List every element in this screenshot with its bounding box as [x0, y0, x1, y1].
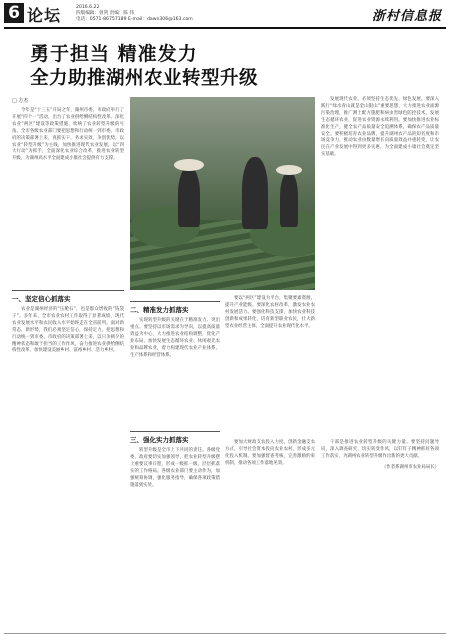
right-column-text: 发展现代农业，必须坚持生态优先、绿色发展。要深入践行“绿水青山就是金山银山”重要思想，大力推进农业面源污染治理，推广测土配方施肥和病虫害绿色防控技术，发展生态循环农业，促进农业资源永续利用。要加快推进农业标准化生产，健全农产品质量安全追溯体系，确保农产品质量安全。要积极培育农业品牌，提升湖州农产品的知名度和市场竞争力，推动农业由数量增长向质量效益并重转变，让农民在产业发展中得到更多实惠，为全面建成小康社会奠定坚实基础。	[321, 97, 439, 158]
editorial-line: 四版编辑：曾剑 责编：陈 伟	[76, 11, 135, 16]
author-note: （作者系湖州市农业局局长）	[381, 464, 439, 470]
person-figure	[280, 172, 298, 227]
page-header	[0, 0, 450, 28]
lead-paragraph: 今年是“十三五”开局之年，湖州市委、市政府举行了开展“四个一”活动，出台了农业供给侧结构性改革、深化农业“两区”建设等政策措施，吹响了农业转型升级的号角。全市各级农业部门要把思想和行动统一到市委、市政府的决策部署上来，真抓实干，务求实效，争创优势，以农业“转型升级”为主线，加快推进现代农业发展，以“四大行动”为抓手，全面深化农业综合改革，推进农业转型升级，为湖州高水平全面建成小康社会提供有力支撑。	[12, 108, 124, 162]
section-3-closing	[321, 440, 439, 472]
person-figure	[242, 157, 268, 229]
section-1-title: 一、坚定信心抓落实	[12, 290, 124, 303]
person-hat	[174, 159, 204, 171]
section-2	[130, 296, 220, 359]
section-1-text: 农业是湖州经济的“压舱石”，也是群众增收的“钱袋子”。多年来，全市农业农村工作取得了显著成绩，现代农业发展水平和农民收入水平始终走在全省前列。面对新常态、新形势，我们必须坚定信心，保持定力，把思想和行动统一到市委、市政府的决策部署上来，以只争朝夕的精神状态和敢于担当的工作作风，奋力推进农业供给侧结构性改革，加快建设美丽乡村、富裕乡村、活力乡村。	[12, 307, 124, 354]
person-hat	[276, 165, 302, 175]
edition-info	[76, 5, 193, 23]
byline: □ 方杰	[12, 98, 29, 104]
section-name: 论坛	[27, 6, 62, 25]
section-2-title: 二、精准发力抓落实	[130, 301, 220, 314]
masthead-logo: 浙村信息报	[371, 9, 442, 24]
page-number: 6	[4, 3, 24, 23]
footer-rule	[4, 633, 446, 634]
headline-main: 勇于担当 精准发力	[30, 43, 198, 65]
section-3	[130, 426, 220, 489]
header-rule	[4, 27, 446, 29]
section-3-text: 转型升级是全市上下共同的责任。各级党委、政府要切实加强领导，把农业转型升级摆上重要议事日程，形成一级抓一级、层层抓落实的工作格局。各级农业部门要主动作为，加强统筹协调，强化服务指导，确保各项政策措施落到实处。	[130, 448, 220, 488]
person-figure	[178, 167, 200, 227]
article-photo	[130, 97, 315, 290]
section-1	[12, 285, 124, 355]
contact-line: 电话：0571-86757189 E-mail：dawn306@163.com	[76, 17, 193, 22]
section-2-text: 实现转型升级的关键在于精准发力、突出重点。要坚持以市场需求为导向，以提高质量效益为中心，大力推进农业结构调整，优化产业布局，加快发展生态循环农业、休闲观光农业和品牌农业，着力构建现代农业产业体系、生产体系和经营体系。	[130, 318, 220, 358]
section-3-text-end: 干部是推进农业转型升级的关键力量。要坚持问题导向，深入调查研究，切实转变作风，以钉钉子精神抓好各项工作落实，为湖州农业转型升级作出新的更大贡献。	[321, 440, 439, 459]
section-2-text-continued: 要以“两区”建设为平台，集聚要素资源，提升产业能级。要深化农村改革，激发农业农村发展活力。要强化科技支撑，加快农业科技创新和成果转化，培育新型职业农民，壮大新型农业经营主体，全面提升农业现代化水平。	[225, 296, 315, 329]
headline-sub: 全力助推湖州农业转型升级	[30, 68, 259, 89]
section-3-text-continued: 要加大财政支农投入力度，创新金融支农方式，引导社会资本投向农业农村，形成多元化投入机制。要加强督查考核，完善激励约束机制，推动各项工作落地见效。	[225, 440, 315, 466]
section-3-title: 三、强化实力抓落实	[130, 431, 220, 444]
edition-date: 2016.6.22	[76, 5, 100, 10]
